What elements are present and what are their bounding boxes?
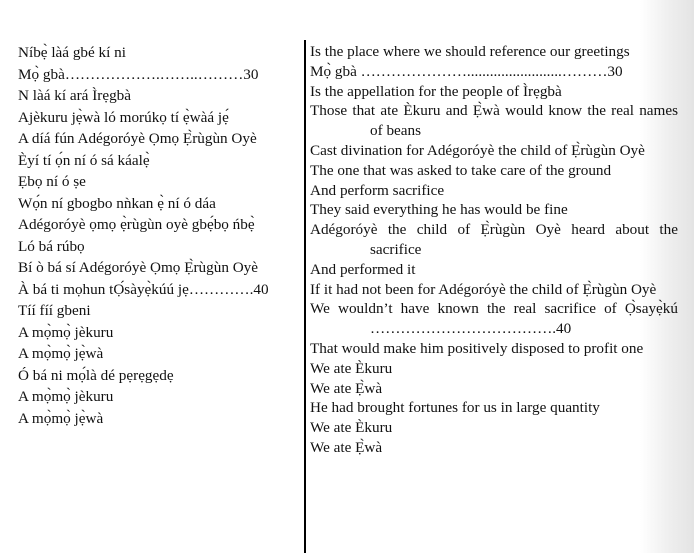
english-line: And perform sacrifice [310,181,445,199]
english-line: Those that ate Èkuru and Ẹ̀wà would know the real names of beans [310,102,678,140]
yoruba-line: Ẹbọ ní ó ṣe [18,173,86,190]
yoruba-line: Èyí tí ọ́n ní ó sá káalẹ̀ [18,151,150,169]
yoruba-line: N làá kí ará Ìrẹgbà [18,87,131,104]
english-line: They said everything he has would be fine [310,201,568,219]
yoruba-verse-column [18,42,300,429]
english-line: Is the appellation for the people of Ìrẹgbà [310,82,562,100]
yoruba-line: Tíí fíí gbeni [18,302,91,319]
yoruba-line: A díá fún Adégoróyè Ọmọ Ẹ̀rùgùn Oyè [18,130,257,147]
english-line: He had brought fortunes for us in large quantity [310,399,600,417]
english-line: If it had not been for Adégoróyè the child of Ẹ̀rùgùn Oyè [310,280,657,298]
yoruba-line: Ló bá rúbọ [18,237,85,255]
yoruba-line: Ajèkuru jẹ̀wà ló morúkọ tí ẹ̀wàá jẹ́ [18,108,229,126]
yoruba-line: A mọ̀mọ̀ jẹ̀wà [18,409,104,427]
english-line: And performed it [310,260,416,278]
yoruba-line: A mọ̀mọ̀ jèkuru [18,388,114,405]
yoruba-line-numbered-30: Mọ̀ gbà……………….……..………30 [18,65,259,83]
english-line: Adégoróyè the child of Ẹ̀rùgùn Oyè heard about the sacrifice [310,221,678,258]
english-line: We ate Èkuru [310,419,393,437]
yoruba-line-numbered-40: À bá ti mọhun tỌ́sàyẹ̀kúú jẹ………….40 [18,280,269,298]
english-line: That would make him positively disposed to profit one [310,339,644,357]
english-line-numbered-30: Mọ̀ gbà ………………….........................………30 [310,62,623,80]
yoruba-line: A mọ̀mọ̀ jèkuru [18,323,114,341]
yoruba-line: Bí ò bá sí Adégoróyè Ọmọ Ẹ̀rùgùn Oyè [18,259,259,276]
english-line: We ate Èkuru [310,359,393,377]
english-translation-column [310,42,678,458]
english-line-numbered-40: We wouldn’t have known the real sacrifice of Ọ̀sayẹ̀kú ……………………………….40 [310,300,678,338]
english-line: We ate Ẹ̀wà [310,438,383,456]
yoruba-line: Ó bá ni mọ́là dé pẹrẹgẹdẹ [18,366,174,384]
english-line: The one that was asked to take care of the ground [310,161,612,179]
english-line: We ate Ẹ̀wà [310,379,383,397]
yoruba-line: Níbẹ̀ làá gbé kí ni [18,44,126,61]
english-line: Is the place where we should reference our greetings [310,43,630,60]
english-line: Cast divination for Adégoróyè the child of Ẹ̀rùgùn Oyè [310,141,645,159]
yoruba-line: A mọ̀mọ̀ jẹ̀wà [18,345,104,362]
yoruba-line: Wọ́n ní gbogbo nǹkan ẹ̀ ní ó dáa [18,194,216,212]
yoruba-line: Adégoróyè ọmọ ẹ̀rùgùn oyè gbẹ́bọ ńbẹ̀ [18,216,255,233]
column-divider [304,40,306,553]
